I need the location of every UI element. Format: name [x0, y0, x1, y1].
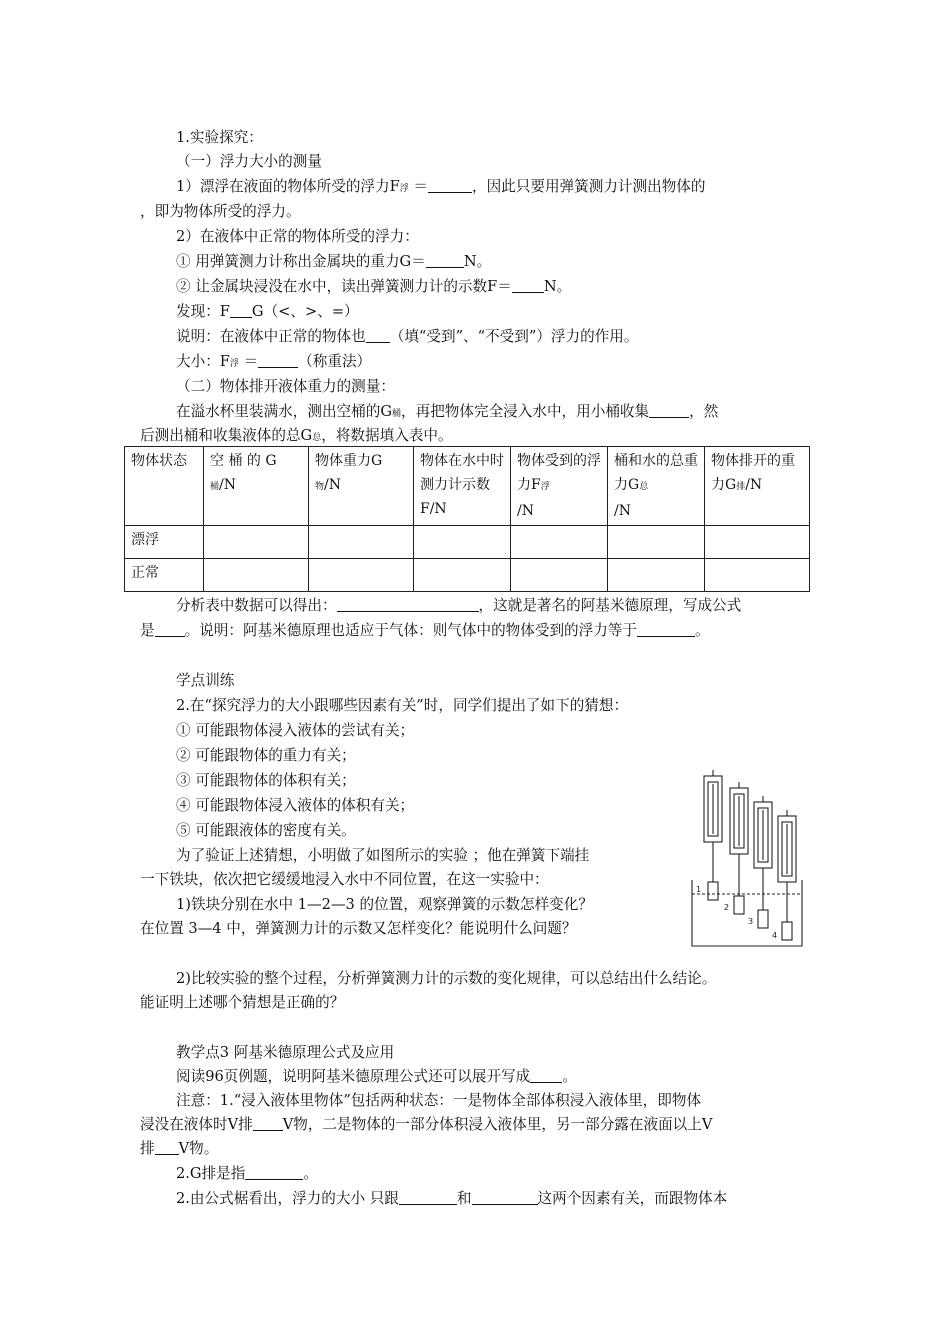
- answer-blank[interactable]: [230, 303, 252, 318]
- subquestion-2: 2)比较实验的整个过程，分析弹簧测力计的示数的变化规律，可以总结出什么结论。: [176, 970, 717, 987]
- answer-blank[interactable]: [512, 278, 544, 293]
- experiment-line: 为了验证上述猜想，小明做了如图所示的实验 ；他在弹簧下端挂: [176, 847, 590, 864]
- floating-buoyancy-cont: ，即为物体所受的浮力。: [140, 203, 301, 220]
- subsection-2-title: （二）物体排开液体重力的测量：: [176, 378, 395, 395]
- data-table: [124, 446, 810, 592]
- answer-blank[interactable]: [155, 622, 185, 637]
- reading-line: 阅读96页例题，说明阿基米德原理公式还可以展开写成 。: [176, 1068, 577, 1085]
- overflow-cup-cont: 后测出桶和收集液体的总G总，将数据填入表中。: [140, 427, 453, 444]
- table-cell[interactable]: [511, 559, 608, 592]
- subquestion-1-cont: 在位置 3—4 中，弹簧测力计的示数又怎样变化？能说明什么问题？: [140, 920, 577, 937]
- experiment-cont: 一下铁块，依次把它缓缓地浸入水中不同位置，在这一实验中：: [140, 871, 549, 888]
- note-line: 注意：1.“浸入液体里物体”包括两种状态：一是物体全部体积浸入液体里，即物体: [176, 1092, 702, 1109]
- position-label: 1: [696, 885, 702, 894]
- subsection-1-title: （一）浮力大小的测量: [176, 153, 322, 170]
- table-cell[interactable]: [309, 526, 414, 559]
- answer-blank[interactable]: [155, 1140, 179, 1155]
- subquestion-2-cont: 能证明上述哪个猜想是正确的？: [140, 994, 345, 1011]
- guess-item: ① 可能跟物体浸入液体的尝试有关；: [176, 722, 415, 739]
- answer-blank[interactable]: [253, 1116, 283, 1131]
- answer-blank[interactable]: [337, 597, 479, 612]
- submerged-buoyancy-line: 2）在液体中正常的物体所受的浮力：: [176, 228, 419, 245]
- guess-item: ③ 可能跟物体的体积有关；: [176, 772, 356, 789]
- step-1: ① 用弹簧测力计称出金属块的重力G＝ N。: [176, 253, 492, 270]
- conclusion-line: 分析表中数据可以得出： ，这就是著名的阿基米德原理，写成公式: [176, 597, 742, 614]
- table-header-cell: 物体状态: [125, 447, 204, 526]
- iron-block-4: [782, 922, 792, 940]
- answer-blank[interactable]: [428, 178, 472, 193]
- answer-blank[interactable]: [637, 622, 695, 637]
- table-header-cell: 物体在水中时测力计示数F/N: [414, 447, 511, 526]
- finding-line: 发现：F G（<、>、=）: [176, 303, 359, 320]
- table-row: [125, 526, 810, 559]
- explanation-line: 说明：在液体中正常的物体也 （填“受到”、“不受到”）浮力的作用。: [176, 328, 639, 345]
- iron-block-2: [734, 896, 744, 914]
- formula-line: 2.由公式椐看出，浮力的大小 只跟 和 这两个因素有关，而跟物体本: [176, 1190, 728, 1207]
- iron-block-1: [708, 882, 718, 900]
- spring-scale-figure: [688, 770, 806, 950]
- answer-blank[interactable]: [472, 1190, 538, 1205]
- table-cell[interactable]: [705, 559, 810, 592]
- g-pai-line: 2.G排是指 。: [176, 1165, 318, 1182]
- table-header-row: [125, 447, 810, 526]
- overflow-cup-line: 在溢水杯里装满水，测出空桶的G桶，再把物体完全浸入水中，用小桶收集 ，然: [176, 403, 719, 420]
- step-2: ② 让金属块浸没在水中，读出弹簧测力计的示数F＝ N。: [176, 278, 572, 295]
- position-label: 4: [772, 931, 778, 940]
- table-header-cell: 物体受到的浮力F浮 /N: [511, 447, 608, 526]
- row-label: 正常: [125, 559, 204, 592]
- point3-title: 教学点3 阿基米德原理公式及应用: [176, 1044, 395, 1061]
- table-cell[interactable]: [309, 559, 414, 592]
- answer-blank[interactable]: [258, 353, 298, 368]
- table-header-cell: 桶和水的总重力G总 /N: [608, 447, 705, 526]
- row-label: 漂浮: [125, 526, 204, 559]
- table-cell[interactable]: [705, 526, 810, 559]
- table-cell[interactable]: [414, 559, 511, 592]
- table-cell[interactable]: [608, 526, 705, 559]
- table-header-cell: 物体重力G 物/N: [309, 447, 414, 526]
- position-label: 3: [748, 917, 754, 926]
- answer-blank[interactable]: [366, 328, 390, 343]
- note-cont-2: 排 V物。: [140, 1140, 219, 1157]
- answer-blank[interactable]: [530, 1068, 562, 1083]
- table-row: [125, 559, 810, 592]
- guess-item: ④ 可能跟物体浸入液体的体积有关；: [176, 797, 415, 814]
- note-cont-1: 浸没在液体时V排 V物，二是物体的一部分体积浸入液体里，另一部分露在液面以上V: [140, 1116, 713, 1133]
- guess-item: ⑤ 可能跟液体的密度有关。: [176, 822, 356, 839]
- answer-blank[interactable]: [649, 403, 689, 418]
- table-cell[interactable]: [204, 559, 309, 592]
- question-2: 2.在“探究浮力的大小跟哪些因素有关”时，同学们提出了如下的猜想：: [176, 697, 629, 714]
- answer-blank[interactable]: [426, 253, 464, 268]
- size-line: 大小：F浮 ＝ （称重法）: [176, 353, 372, 370]
- table-cell[interactable]: [204, 526, 309, 559]
- guess-item: ② 可能跟物体的重力有关；: [176, 747, 356, 764]
- table-header-cell: 物体排开的重力G排/N: [705, 447, 810, 526]
- answer-blank[interactable]: [245, 1165, 303, 1180]
- position-label: 2: [724, 903, 730, 912]
- table-cell[interactable]: [511, 526, 608, 559]
- section-title: 1.实验探究：: [176, 129, 263, 146]
- table-cell[interactable]: [414, 526, 511, 559]
- conclusion-cont: 是 。说明：阿基米德原理也适应于气体：则气体中的物体受到的浮力等于 。: [140, 622, 710, 639]
- answer-blank[interactable]: [399, 1190, 457, 1205]
- table-cell[interactable]: [608, 559, 705, 592]
- floating-buoyancy-line: 1）漂浮在液面的物体所受的浮力F浮 ＝ ，因此只要用弹簧测力计测出物体的: [176, 178, 706, 195]
- table-header-cell: 空 桶 的 G 桶/N: [204, 447, 309, 526]
- iron-block-3: [758, 910, 768, 928]
- training-title: 学点训练: [176, 672, 235, 689]
- subquestion-1: 1)铁块分别在水中 1—2—3 的位置，观察弹簧的示数怎样变化？: [176, 896, 593, 913]
